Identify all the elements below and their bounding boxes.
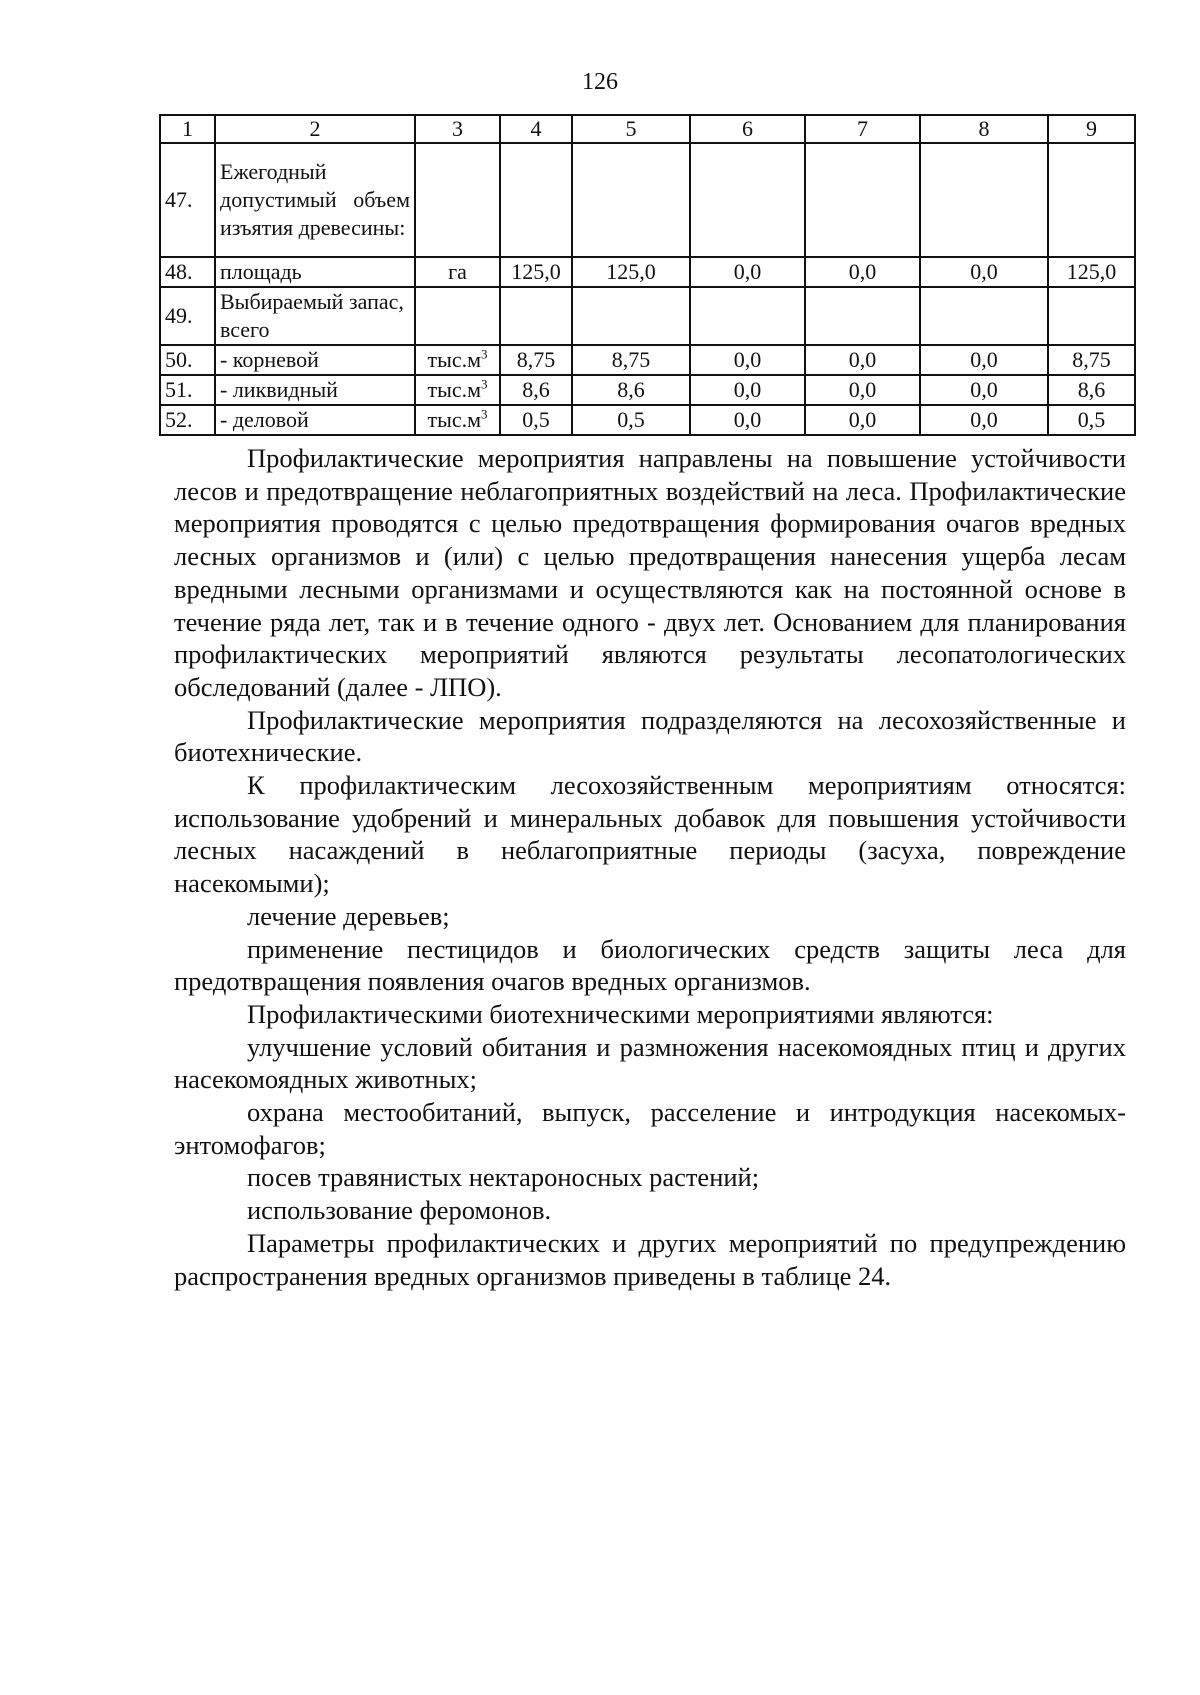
row-value: 8,75 — [500, 345, 572, 375]
unit-text: тыс.м — [427, 347, 482, 372]
paragraph: лечение деревьев; — [247, 900, 450, 931]
row-value: 0,0 — [690, 257, 805, 287]
row-label: - ликвидный — [215, 375, 415, 405]
row-unit — [415, 405, 500, 435]
row-number: 49. — [160, 287, 215, 345]
forest-use-table — [159, 114, 1136, 436]
row-label: - корневой — [215, 345, 415, 375]
row-value: 0,5 — [572, 405, 690, 435]
column-header: 3 — [415, 115, 500, 143]
table-row — [160, 143, 1135, 257]
column-header: 5 — [572, 115, 690, 143]
row-value — [572, 287, 690, 345]
paragraph: Профилактическими биотехническими мероприятиями являются: — [247, 998, 994, 1029]
row-value — [805, 287, 920, 345]
paragraph: Профилактические мероприятия направлены на повышение устойчивости лесов и предотвращение неблагоприятных воздействий на леса. Профилактические мероприятия проводятся с целью предотвращения формирования очагов вредных лесных организмов и (или) с целью предотвращения нанесения ущерба лесам вредными лесными организмами и осуществляются как на постоянной основе в течение ряда лет, так и в течение одного - двух лет. Основанием для планирования профилактических мероприятий являются результаты лесопатологических обследований (далее - ЛПО). — [174, 443, 1126, 702]
row-value: 0,5 — [500, 405, 572, 435]
table-row — [160, 375, 1135, 405]
row-unit — [415, 375, 500, 405]
row-value: 125,0 — [500, 257, 572, 287]
row-value: 8,6 — [500, 375, 572, 405]
row-value: 8,75 — [1048, 345, 1135, 375]
row-value: 0,0 — [805, 375, 920, 405]
row-value: 0,0 — [920, 345, 1048, 375]
row-number: 48. — [160, 257, 215, 287]
column-header: 4 — [500, 115, 572, 143]
paragraph: К профилактическим лесохозяйственным мероприятиям относятся: использование удобрений и минеральных добавок для повышения устойчивости лесных насаждений в неблагоприятные периоды (засуха, повреждение насекомыми); — [174, 770, 1126, 899]
row-value — [920, 287, 1048, 345]
row-value: 8,6 — [572, 375, 690, 405]
row-number: 50. — [160, 345, 215, 375]
row-value: 0,0 — [805, 257, 920, 287]
row-value: 8,6 — [1048, 375, 1135, 405]
row-number: 52. — [160, 405, 215, 435]
paragraph: Профилактические мероприятия подразделяются на лесохозяйственные и биотехнические. — [174, 704, 1126, 768]
unit-superscript: 3 — [481, 376, 488, 392]
row-value: 0,0 — [920, 405, 1048, 435]
row-unit — [415, 143, 500, 257]
unit-text: тыс.м — [427, 377, 482, 402]
row-value: 125,0 — [1048, 257, 1135, 287]
row-value: 125,0 — [572, 257, 690, 287]
row-value — [1048, 287, 1135, 345]
row-value: 0,5 — [1048, 405, 1135, 435]
table-header-row — [160, 115, 1135, 143]
page-number: 126 — [582, 69, 618, 95]
paragraph: улучшение условий обитания и размножения насекомоядных птиц и других насекомоядных животных; — [174, 1031, 1126, 1095]
unit-superscript: 3 — [481, 406, 488, 422]
row-value: 0,0 — [690, 405, 805, 435]
column-header: 6 — [690, 115, 805, 143]
row-value — [1048, 143, 1135, 257]
row-value: 8,75 — [572, 345, 690, 375]
row-number: 47. — [160, 143, 215, 257]
column-header: 9 — [1048, 115, 1135, 143]
paragraph: применение пестицидов и биологических средств защиты леса для предотвращения появления очагов вредных организмов. — [174, 933, 1126, 997]
row-value — [690, 287, 805, 345]
row-number: 51. — [160, 375, 215, 405]
row-value: 0,0 — [920, 257, 1048, 287]
column-header: 1 — [160, 115, 215, 143]
row-value — [500, 287, 572, 345]
column-header: 2 — [215, 115, 415, 143]
row-label: площадь — [215, 257, 415, 287]
row-unit — [415, 287, 500, 345]
row-unit — [415, 345, 500, 375]
row-unit: га — [415, 257, 500, 287]
row-value: 0,0 — [690, 375, 805, 405]
row-value — [805, 143, 920, 257]
row-value — [920, 143, 1048, 257]
row-value — [500, 143, 572, 257]
paragraph: посев травянистых нектароносных растений; — [247, 1162, 760, 1193]
row-value — [690, 143, 805, 257]
paragraph: охрана местообитаний, выпуск, расселение и интродукция насекомых-энтомофагов; — [174, 1097, 1126, 1160]
column-header: 7 — [805, 115, 920, 143]
row-value: 0,0 — [805, 405, 920, 435]
paragraph: использование феромонов. — [247, 1195, 552, 1226]
unit-text: тыс.м — [427, 407, 482, 432]
column-header: 8 — [920, 115, 1048, 143]
table-row — [160, 345, 1135, 375]
row-label: Выбираемый запас, всего — [215, 287, 415, 345]
table-row — [160, 287, 1135, 345]
row-value — [572, 143, 690, 257]
row-label: - деловой — [215, 405, 415, 435]
table-row — [160, 405, 1135, 435]
row-value: 0,0 — [920, 375, 1048, 405]
paragraph: Параметры профилактических и других мероприятий по предупреждению распространения вредных организмов приведены в таблице 24. — [174, 1227, 1126, 1291]
row-value: 0,0 — [690, 345, 805, 375]
row-value: 0,0 — [805, 345, 920, 375]
unit-superscript: 3 — [481, 346, 488, 362]
row-label: Ежегодный допустимый объем изъятия древесины: — [215, 143, 415, 257]
body-text — [174, 442, 1126, 1292]
table-row — [160, 257, 1135, 287]
